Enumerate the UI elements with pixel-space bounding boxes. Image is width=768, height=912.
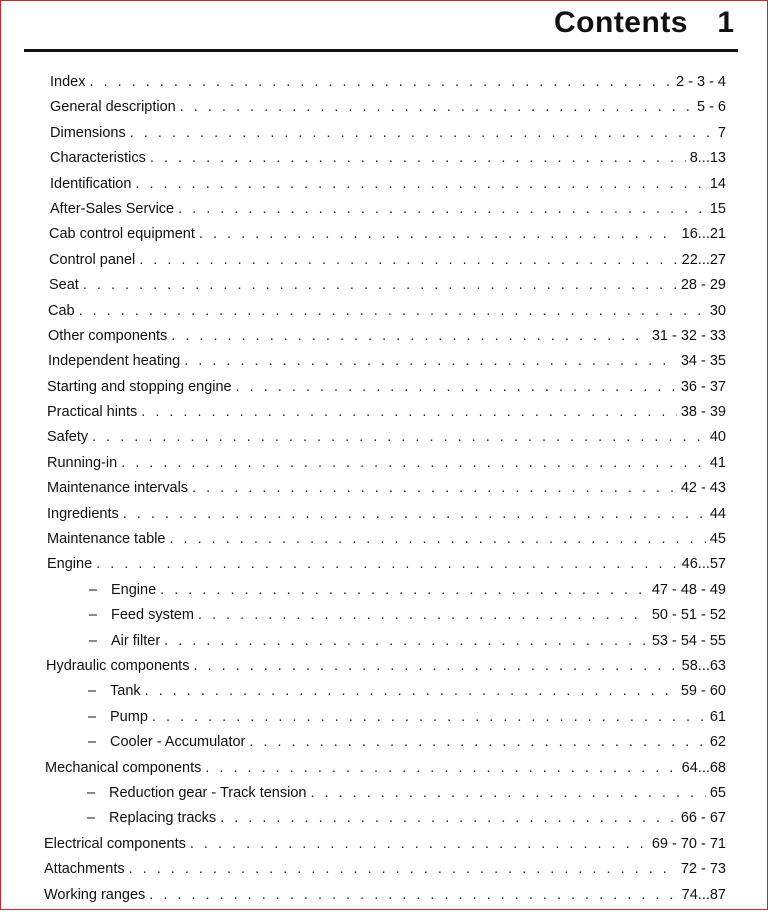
toc-entry-label: Running-in bbox=[47, 454, 118, 471]
toc-entry-pages: 58...63 bbox=[681, 657, 726, 674]
dot-leader bbox=[83, 277, 677, 293]
dot-leader bbox=[236, 379, 677, 395]
toc-entry-label: Pump bbox=[110, 708, 148, 725]
dot-leader bbox=[198, 607, 648, 623]
dot-leader bbox=[123, 506, 706, 522]
dot-leader bbox=[141, 404, 677, 420]
toc-subentry[interactable] bbox=[0, 582, 768, 607]
toc-entry-pages: 50 - 51 - 52 bbox=[651, 607, 726, 624]
toc-entry-pages: 74...87 bbox=[681, 886, 726, 903]
toc-entry-pages: 65 bbox=[709, 784, 726, 801]
toc-subentry[interactable] bbox=[0, 607, 768, 632]
toc-entry[interactable] bbox=[0, 176, 768, 201]
dot-leader bbox=[184, 353, 677, 369]
toc-entry-pages: 31 - 32 - 33 bbox=[651, 327, 726, 344]
dot-leader bbox=[135, 176, 705, 192]
toc-entry-label: Index bbox=[50, 74, 86, 90]
toc-entry-label: Cooler - Accumulator bbox=[110, 734, 246, 751]
toc-entry-label: Reduction gear - Track tension bbox=[109, 784, 307, 801]
toc-subentry[interactable] bbox=[0, 785, 768, 810]
toc-entry-pages: 40 bbox=[709, 429, 726, 446]
toc-entry-pages: 28 - 29 bbox=[680, 277, 726, 294]
toc-entry[interactable] bbox=[0, 303, 768, 328]
toc-entry-label: Dimensions bbox=[50, 124, 126, 141]
toc-subentry[interactable] bbox=[0, 683, 768, 708]
toc-entry-label: Cab bbox=[48, 302, 75, 319]
toc-entry-pages: 41 bbox=[709, 454, 726, 471]
toc-entry-label: Hydraulic components bbox=[46, 657, 190, 674]
toc-entry-label: Seat bbox=[49, 277, 79, 294]
toc-entry-pages: 34 - 35 bbox=[680, 353, 726, 370]
dot-leader bbox=[129, 861, 677, 877]
toc-entry-pages: 44 bbox=[709, 505, 726, 522]
dot-leader bbox=[89, 74, 672, 90]
toc-entry-pages: 7 bbox=[717, 124, 726, 141]
subentry-dash: – bbox=[89, 607, 98, 624]
dot-leader bbox=[152, 709, 706, 725]
toc-entry[interactable] bbox=[0, 861, 768, 886]
toc-entry-pages: 36 - 37 bbox=[680, 378, 726, 395]
toc-entry[interactable] bbox=[0, 150, 768, 175]
dot-leader bbox=[178, 201, 706, 217]
page-number: 1 bbox=[717, 6, 734, 39]
toc-entry[interactable] bbox=[0, 379, 768, 404]
dot-leader bbox=[192, 480, 677, 496]
toc-entry-pages: 72 - 73 bbox=[680, 861, 726, 878]
dot-leader bbox=[220, 810, 677, 826]
header-rule bbox=[24, 49, 738, 52]
toc-entry-pages: 15 bbox=[709, 200, 726, 217]
subentry-dash: – bbox=[87, 810, 96, 827]
toc-entry-label: Control panel bbox=[49, 251, 136, 268]
toc-entry-pages: 8...13 bbox=[689, 150, 726, 167]
toc-entry-label: Characteristics bbox=[50, 150, 146, 167]
toc-entry-label: After-Sales Service bbox=[50, 200, 175, 217]
subentry-dash: – bbox=[89, 632, 98, 649]
toc-entry[interactable] bbox=[0, 480, 768, 505]
dot-leader bbox=[199, 226, 678, 242]
toc-subentry[interactable] bbox=[0, 709, 768, 734]
dot-leader bbox=[96, 556, 678, 572]
toc-entry[interactable] bbox=[0, 556, 768, 581]
dot-leader bbox=[170, 531, 706, 547]
toc-entry-label: Working ranges bbox=[44, 886, 146, 903]
toc-entry-pages: 53 - 54 - 55 bbox=[651, 632, 726, 649]
toc-entry-label: Air filter bbox=[111, 632, 161, 649]
toc-entry-label: General description bbox=[50, 99, 176, 116]
toc-entry[interactable] bbox=[0, 201, 768, 226]
toc-entry-pages: 5 - 6 bbox=[696, 99, 726, 116]
toc-entry-label: Attachments bbox=[44, 861, 125, 878]
dot-leader bbox=[121, 455, 706, 471]
dot-leader bbox=[149, 887, 677, 903]
toc-entry[interactable] bbox=[0, 74, 768, 99]
toc-entry-label: Other components bbox=[48, 327, 168, 344]
dot-leader bbox=[205, 760, 677, 776]
toc-entry-pages: 46...57 bbox=[681, 556, 726, 573]
dot-leader bbox=[145, 683, 677, 699]
toc-entry[interactable] bbox=[0, 760, 768, 785]
toc-entry[interactable] bbox=[0, 353, 768, 378]
toc-entry-pages: 61 bbox=[709, 708, 726, 725]
page-header bbox=[0, 0, 768, 50]
dot-leader bbox=[150, 150, 686, 166]
toc-entry-label: Maintenance table bbox=[47, 531, 166, 548]
toc-entry-label: Ingredients bbox=[47, 505, 119, 522]
dot-leader bbox=[310, 785, 705, 801]
toc-entry[interactable] bbox=[0, 836, 768, 861]
toc-entry[interactable] bbox=[0, 404, 768, 429]
toc-entry-pages: 66 - 67 bbox=[680, 810, 726, 827]
toc-entry-pages: 62 bbox=[709, 734, 726, 751]
toc-entry-label: Cab control equipment bbox=[49, 226, 195, 243]
toc-subentry[interactable] bbox=[0, 633, 768, 658]
toc-entry[interactable] bbox=[0, 252, 768, 277]
toc-entry[interactable] bbox=[0, 887, 768, 912]
toc-entry[interactable] bbox=[0, 506, 768, 531]
toc-entry-label: Feed system bbox=[111, 607, 194, 624]
toc-entry-label: Mechanical components bbox=[45, 759, 202, 776]
toc-entry[interactable] bbox=[0, 277, 768, 302]
toc-entry-pages: 45 bbox=[709, 531, 726, 548]
toc-entry-pages: 16...21 bbox=[681, 226, 726, 243]
dot-leader bbox=[164, 633, 648, 649]
subentry-dash: – bbox=[88, 708, 97, 725]
toc-entry-label: Practical hints bbox=[47, 404, 138, 421]
toc-entry-pages: 38 - 39 bbox=[680, 404, 726, 421]
table-of-contents bbox=[0, 74, 768, 912]
dot-leader bbox=[180, 99, 693, 115]
page-title: Contents bbox=[554, 6, 688, 39]
toc-entry-label: Starting and stopping engine bbox=[47, 378, 232, 395]
toc-entry-pages: 42 - 43 bbox=[680, 480, 726, 497]
toc-entry[interactable] bbox=[0, 226, 768, 251]
toc-entry-label: Engine bbox=[47, 556, 93, 573]
toc-entry-label: Safety bbox=[47, 429, 89, 446]
subentry-dash: – bbox=[89, 581, 98, 598]
toc-entry-pages: 59 - 60 bbox=[680, 683, 726, 700]
toc-entry-pages: 30 bbox=[709, 302, 726, 319]
toc-entry-label: Identification bbox=[50, 175, 132, 192]
dot-leader bbox=[79, 303, 706, 319]
dot-leader bbox=[190, 836, 648, 852]
dot-leader bbox=[249, 734, 705, 750]
dot-leader bbox=[92, 429, 706, 445]
toc-entry[interactable] bbox=[0, 99, 768, 124]
toc-entry[interactable] bbox=[0, 658, 768, 683]
toc-entry[interactable] bbox=[0, 429, 768, 454]
toc-entry-label: Engine bbox=[111, 581, 157, 598]
toc-subentry[interactable] bbox=[0, 734, 768, 759]
toc-entry-pages: 69 - 70 - 71 bbox=[651, 835, 726, 852]
toc-subentry[interactable] bbox=[0, 810, 768, 835]
toc-entry-pages: 47 - 48 - 49 bbox=[651, 581, 726, 598]
toc-entry[interactable] bbox=[0, 328, 768, 353]
toc-entry-label: Maintenance intervals bbox=[47, 480, 189, 497]
toc-entry-pages: 2 - 3 - 4 bbox=[676, 74, 726, 90]
dot-leader bbox=[193, 658, 677, 674]
dot-leader bbox=[139, 252, 677, 268]
subentry-dash: – bbox=[88, 734, 97, 751]
toc-entry-label: Tank bbox=[110, 683, 141, 700]
toc-entry[interactable] bbox=[0, 531, 768, 556]
dot-leader bbox=[160, 582, 648, 598]
toc-entry-pages: 64...68 bbox=[681, 759, 726, 776]
subentry-dash: – bbox=[87, 784, 96, 801]
toc-entry[interactable] bbox=[0, 125, 768, 150]
toc-entry-pages: 14 bbox=[709, 175, 726, 192]
toc-entry-label: Electrical components bbox=[44, 835, 186, 852]
toc-entry-label: Replacing tracks bbox=[109, 810, 217, 827]
dot-leader bbox=[130, 125, 714, 141]
toc-entry[interactable] bbox=[0, 455, 768, 480]
dot-leader bbox=[171, 328, 648, 344]
subentry-dash: – bbox=[88, 683, 97, 700]
toc-entry-label: Independent heating bbox=[48, 353, 181, 370]
toc-entry-pages: 22...27 bbox=[681, 251, 726, 268]
